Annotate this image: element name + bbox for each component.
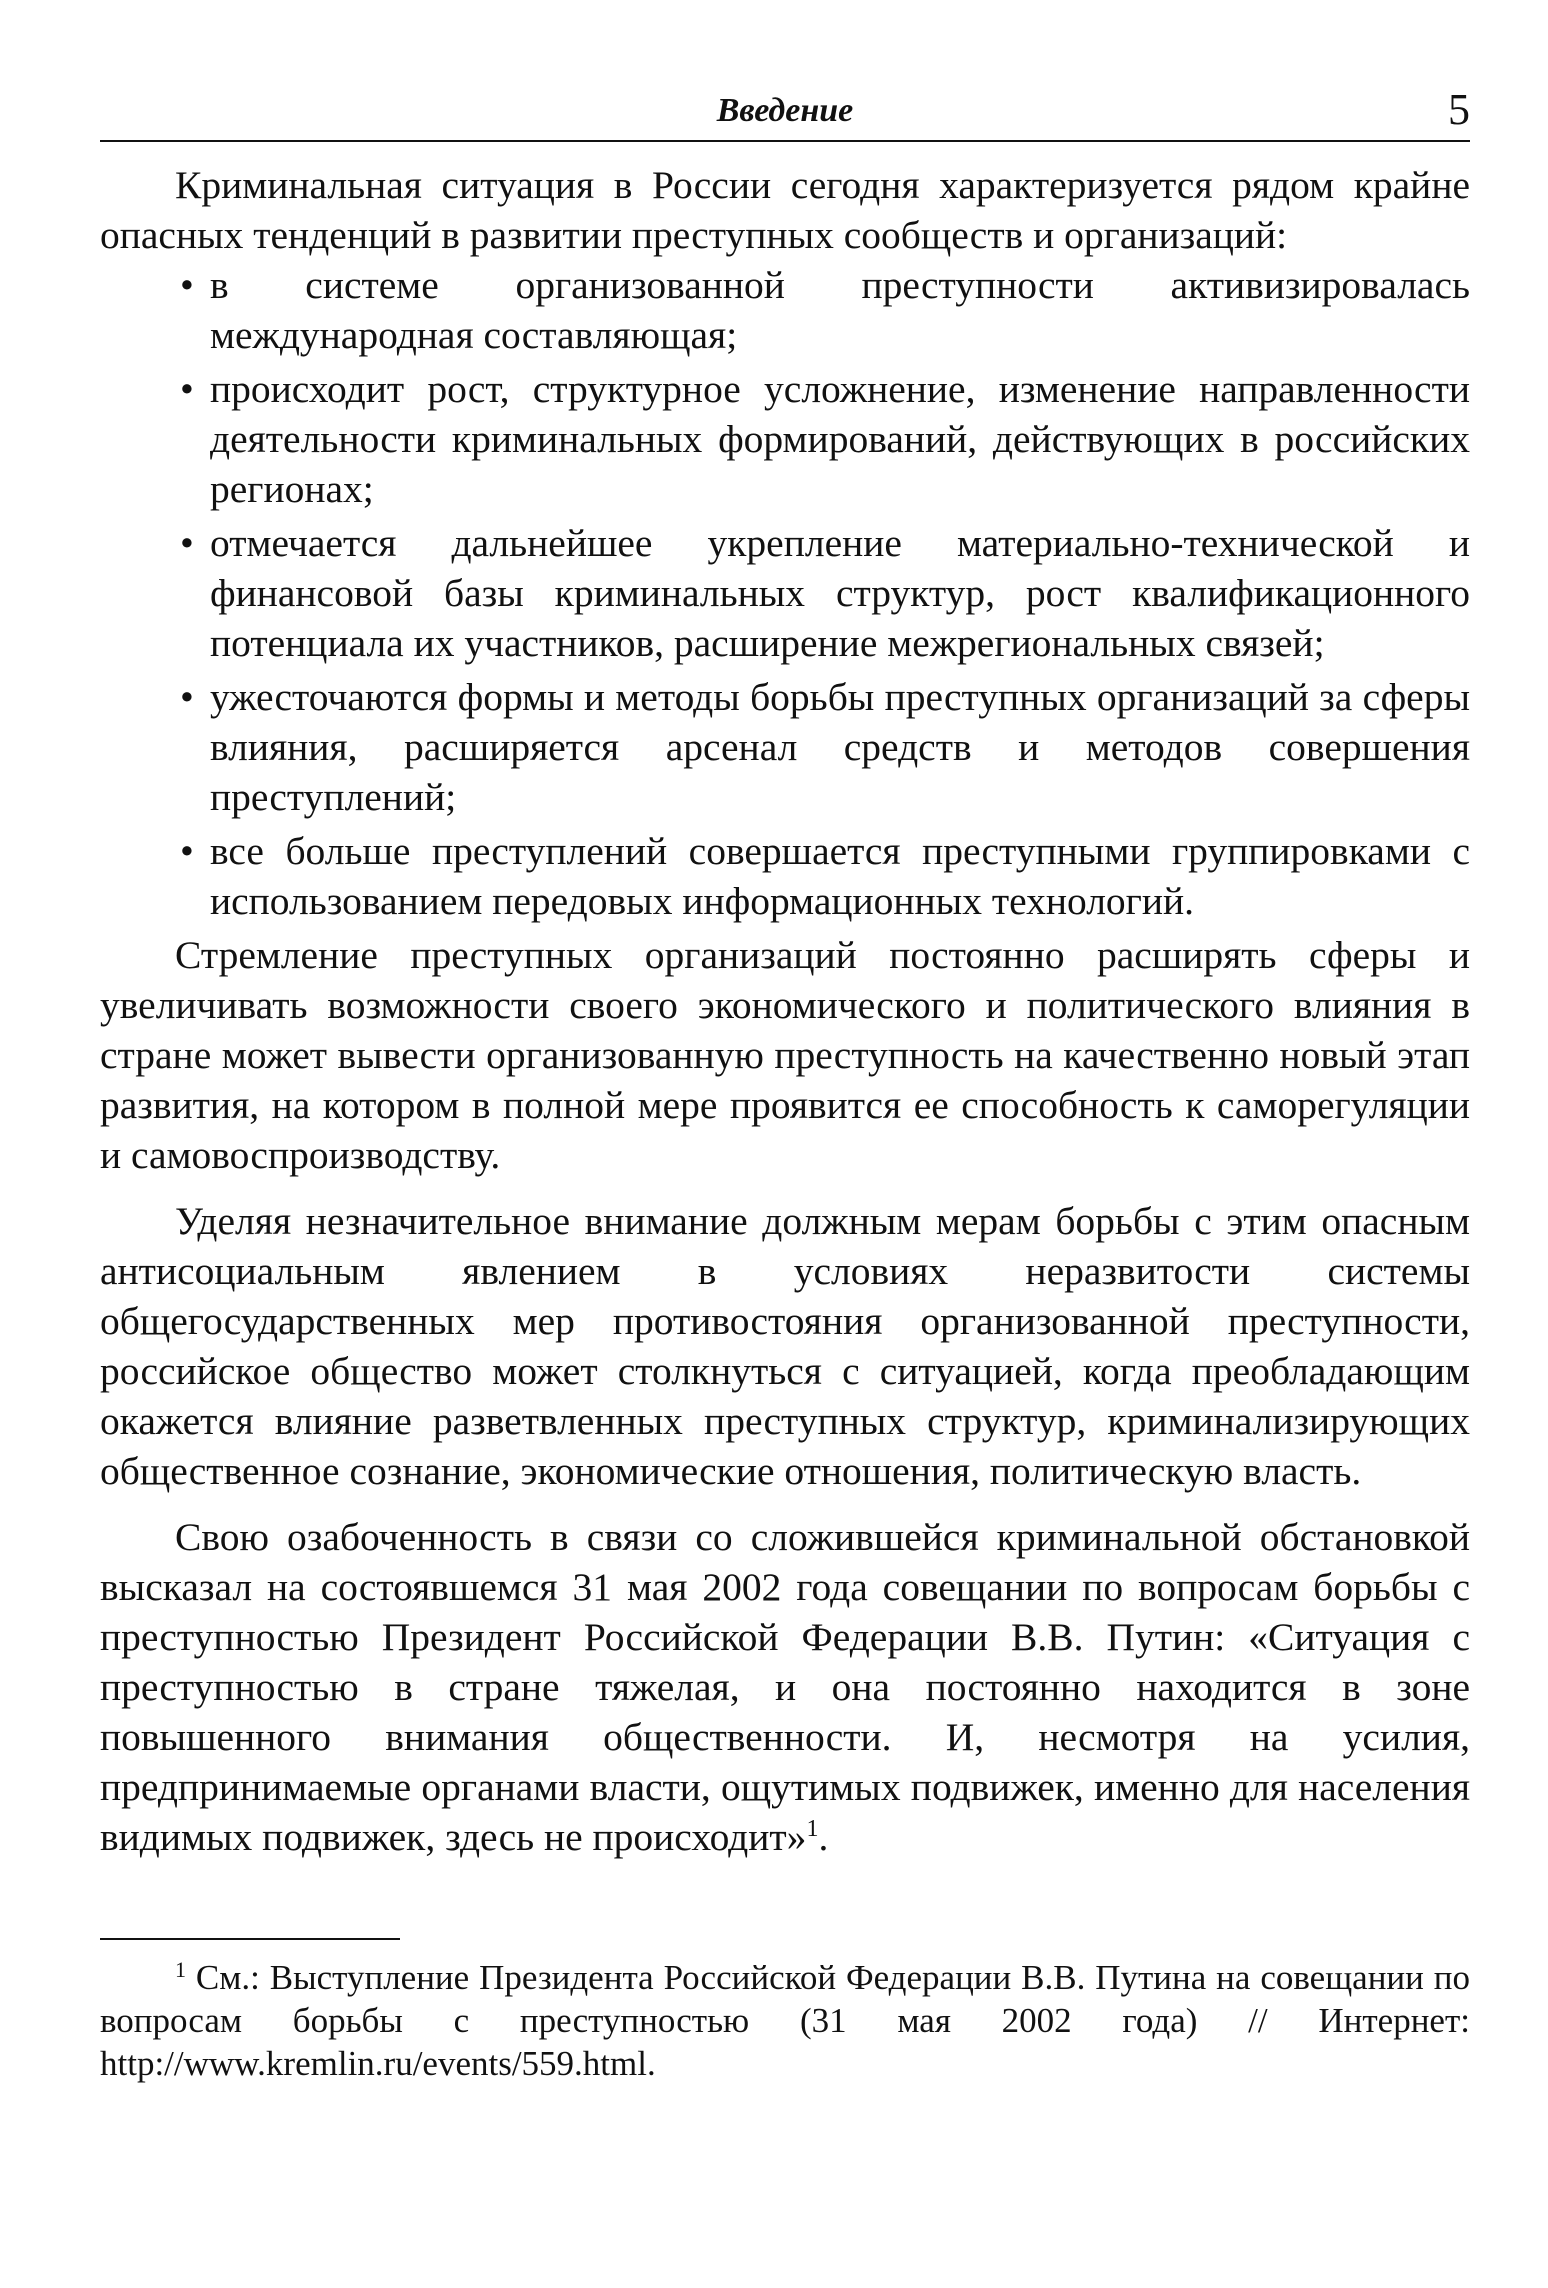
quote-paragraph — [100, 1512, 1470, 1862]
quote-text: Свою озабоченность в связи со сложившейся криминальной обстановкой высказал на состоявшемся 31 мая 2002 года совещании по вопросам борьбы с преступностью Президент Российской Федерации В.В. Путин: «Ситуация с преступностью в стране тяжелая, и она постоянно находится в зоне повышенного внимания общественности. И, несмотря на усилия, предпринимаемые органами власти, ощутимых подвижек, именно для населения видимых подвижек, здесь не происходит» — [100, 1515, 1470, 1859]
list-item-text: все больше преступлений совершается преступными группировками с использованием передовых информационных технологий. — [210, 829, 1470, 923]
paragraph: Уделяя незначительное внимание должным мерам борьбы с этим опасным антисоциальным явлением в условиях неразвитости системы общегосударственных мер противостояния организованной преступности, российское общество может столкнуться с ситуацией, когда преобладающим окажется влияние разветвленных преступных структур, криминализирующих общественное сознание, экономические отношения, политическую власть. — [100, 1199, 1470, 1493]
page-number: 5 — [1448, 85, 1470, 134]
bullet-icon: • — [180, 675, 194, 719]
list-item — [100, 518, 1470, 668]
footnote-marker: 1 — [175, 1957, 186, 1982]
bullet-icon: • — [180, 521, 194, 565]
running-header — [100, 85, 1470, 142]
intro-paragraph: Криминальная ситуация в России сегодня характеризуется рядом крайне опасных тенденций в развитии преступных сообществ и организаций: — [100, 163, 1470, 257]
list-item-text: в системе организованной преступности активизировалась международная составляющая; — [210, 263, 1470, 357]
list-item — [100, 260, 1470, 360]
list-item — [100, 826, 1470, 926]
list-item — [100, 364, 1470, 514]
bullet-icon: • — [180, 829, 194, 873]
bullet-icon: • — [180, 263, 194, 307]
bullet-icon: • — [180, 367, 194, 411]
running-title: Введение — [716, 92, 854, 129]
footnote-text: См.: Выступление Президента Российской Федерации В.В. Путина на совещании по вопросам борьбы с преступностью (31 мая 2002 года) // Интернет: http://www.kremlin.ru/events/559.html. — [100, 1958, 1470, 2083]
footnote — [100, 1956, 1470, 2085]
final-period: . — [818, 1815, 829, 1859]
list-item-text: ужесточаются формы и методы борьбы преступных организаций за сферы влияния, расширяется арсенал средств и методов совершения преступлений; — [210, 675, 1470, 819]
body-text — [100, 160, 1470, 1862]
list-item-text: отмечается дальнейшее укрепление материально-технической и финансовой базы криминальных структур, рост квалификационного потенциала их участников, расширение межрегиональных связей; — [210, 521, 1470, 665]
list-item — [100, 672, 1470, 822]
bullet-list — [100, 260, 1470, 926]
footnote-divider — [100, 1938, 400, 1940]
footnote-reference[interactable]: 1 — [806, 1816, 819, 1842]
paragraph: Стремление преступных организаций постоянно расширять сферы и увеличивать возможности своего экономического и политического влияния в стране может вывести организованную преступность на качественно новый этап развития, на котором в полной мере проявится ее способность к саморегуляции и самовоспроизводству. — [100, 933, 1470, 1177]
list-item-text: происходит рост, структурное усложнение, изменение направленности деятельности криминальных формирований, действующих в российских регионах; — [210, 367, 1470, 511]
book-page — [100, 85, 1470, 2085]
